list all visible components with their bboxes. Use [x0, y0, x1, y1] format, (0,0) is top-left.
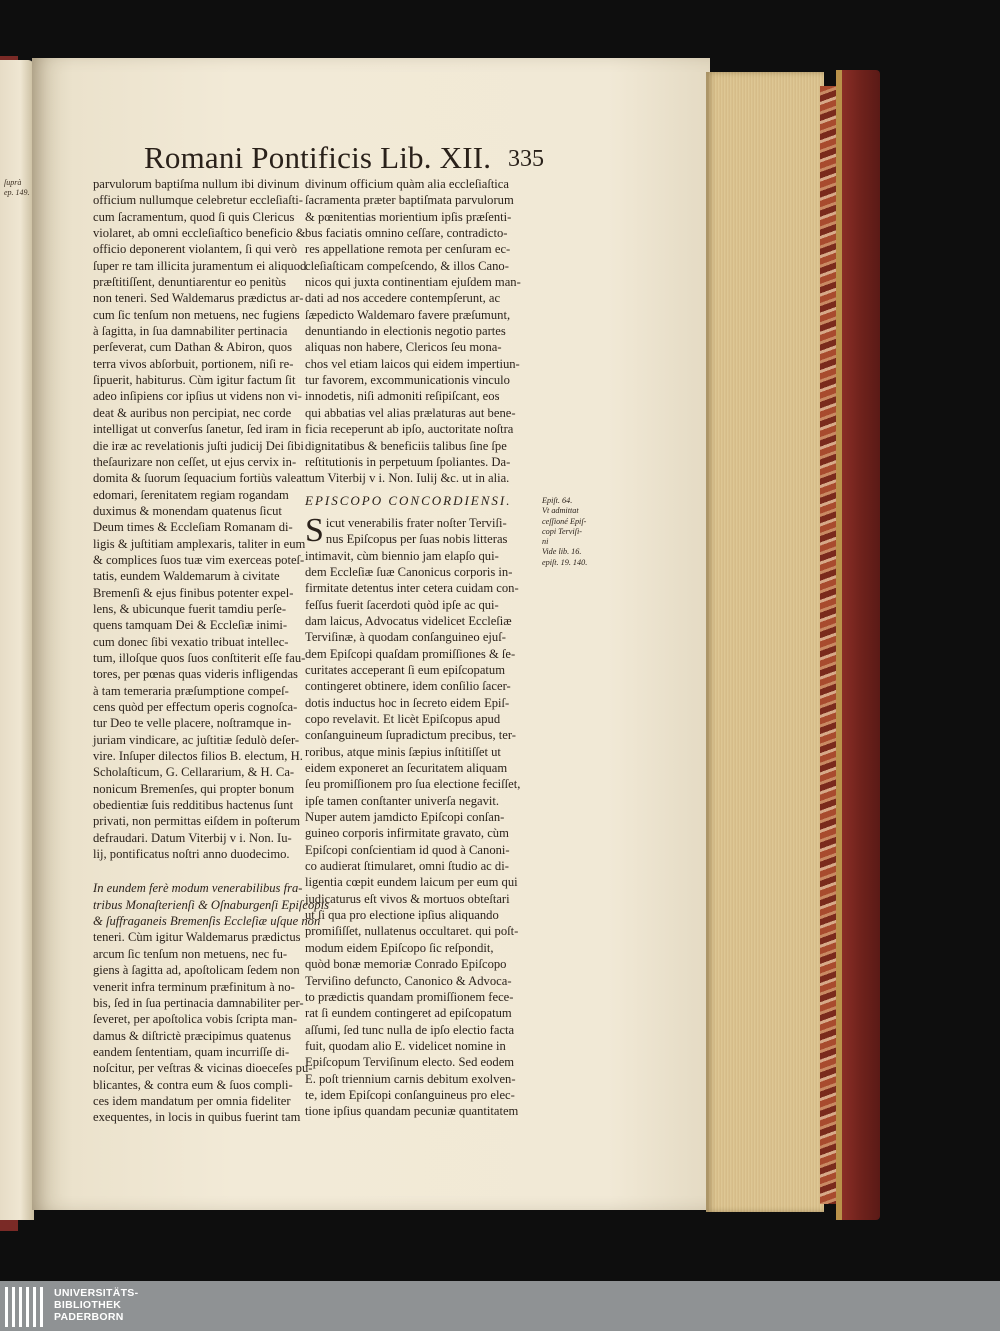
text-line: feſſus fuerit ſacerdoti quòd ipſe ac qui- — [305, 597, 499, 612]
text-line: à tam temeraria præſumptione compeſ- — [93, 683, 289, 698]
text-line: Scholaſticum, G. Cellararium, & H. Ca- — [93, 765, 295, 780]
text-line: denuntiando in electionis negotio partes — [305, 324, 506, 339]
right-column-body — [305, 176, 541, 487]
text-line: parvulorum baptiſma nullum ibi divinum — [93, 177, 300, 191]
text-line: blicantes, & contra eum & ſuos compli- — [93, 1077, 293, 1092]
text-line: aliquas non habere, Clericos ſeu mona- — [305, 340, 502, 355]
text-line: tatis, eundem Waldemarum à civitate — [93, 569, 280, 584]
drop-capital: S — [305, 511, 324, 549]
text-line: conſanguineum ſupradictum precibus, ter- — [305, 728, 516, 743]
text-line: Epiſcopum Terviſinum electo. Sed eodem — [305, 1055, 515, 1070]
text-line: ſeu promiſſionem pro ſua electione feciſſet, — [305, 777, 521, 792]
text-line: E. poſt triennium carnis debitum exolven- — [305, 1071, 516, 1086]
text-line: giens à ſagitta ad, apoſtolicam ſedem non — [93, 963, 300, 978]
text-line: intimavit, cùm biennio jam elapſo qui- — [305, 548, 499, 563]
text-line: eandem ſententiam, quam incurriſſe di- — [93, 1044, 290, 1059]
text-line: ligentia cœpit eundem laicum per eum qui — [305, 875, 518, 890]
text-line: nonicum Bremenſes, qui propter bonum — [93, 781, 295, 796]
text-line: icut venerabilis frater noſter Terviſi- — [325, 515, 507, 530]
text-line: nus Epiſcopus per ſuas nobis litteras — [325, 532, 508, 547]
page-edges — [706, 72, 824, 1212]
text-line: qui abbatias vel alias prælaturas aut bene- — [305, 405, 516, 420]
letter-body — [305, 511, 541, 1120]
text-line: duximus & monendam quatenus ſicut — [93, 503, 282, 518]
text-line: privati, non permittas eiſdem in poſterum — [93, 814, 301, 829]
text-line: Vt admittat — [542, 506, 579, 516]
text-line: die iræ ac revelationis juſti judicij Dei ſibi — [93, 438, 304, 453]
text-line: copo revelavit. Et licèt Epiſcopus apud — [305, 712, 501, 726]
text-line: innodetis, niſi admoniti reſipiſcant, eos — [305, 389, 500, 404]
text-line: ipſe tamen conſtanter univerſa negavit. — [305, 793, 500, 808]
text-line: curitates acceperant ſi eum epiſcopatum — [305, 662, 506, 677]
text-line: ſeveret, per apoſtolica vobis ſcripta man- — [93, 1012, 298, 1027]
text-line: nicos qui juxta continentiam ejuſdem man- — [305, 275, 521, 290]
text-line: Terviſino defuncto, Canonico & Advoca- — [305, 973, 512, 988]
text-line: obedientiæ ſuis redditibus hactenus ſunt — [93, 798, 294, 813]
text-line: ficia receperunt ab ipſo, auctoritate noſtra — [305, 422, 514, 437]
text-line: firmitate detentus inter cetera cuidam con- — [305, 581, 519, 596]
text-line: ſacramenta præter baptiſmata parvulorum — [305, 193, 514, 208]
page-number: 335 — [508, 146, 544, 172]
text-line: noſcitur, per veſtras & vicinas dioeceſes pu- — [93, 1061, 313, 1076]
text-line: roribus, atque minis ſæpius inſtitiſſet ut — [305, 744, 501, 759]
text-line: fuit, quodam alio E. videlicet nomine in — [305, 1038, 506, 1053]
text-line: defraudari. Datum Viterbij v i. Non. Iu- — [93, 830, 292, 845]
text-line: edomari, ſerenitatem regiam rogandam — [93, 487, 289, 502]
text-line: ceſſioné Epiſ- — [542, 516, 587, 526]
text-line: cleſiaſticam compeſcendo, & illos Cano- — [305, 258, 509, 273]
text-line: cum donec ſibi vexatio tribuat intellec- — [93, 634, 289, 649]
text-line: bus faciatis omnino ceſſare, contradicto- — [305, 226, 508, 241]
text-line: Epiſt. 64. — [542, 496, 573, 505]
text-line: ces idem mandatum per omnia fideliter — [93, 1093, 291, 1108]
text-line: modum eidem Epiſcopo ſic reſpondit, — [305, 940, 494, 955]
text-line: violaret, ab omni eccleſiaſtico beneficio & — [93, 226, 306, 241]
text-line: domita & ſuorum ſequacium fortiùs valeat — [93, 471, 306, 486]
text-line: cens quòd per effectum operis cognoſca- — [93, 700, 298, 714]
left-column-italic-paragraph — [93, 880, 330, 1125]
paragraph-gap — [93, 862, 293, 880]
text-line: ſæpedicto Waldemaro favere præſumunt, — [305, 307, 511, 322]
text-line: promiſiſſet, nullatenus occultaret. qui poſt- — [305, 924, 519, 939]
right-column — [305, 176, 541, 1120]
text-line: tione ipſius quandam pecuniæ quantitatem — [305, 1104, 519, 1119]
text-line: contingeret obtinere, idem conſilio ſacer- — [305, 679, 511, 694]
text-line: & ſuffraganeis Bremenſis Eccleſiæ uſque non — [93, 914, 321, 929]
text-line: copi Terviſi- — [542, 526, 582, 536]
previous-page-margin-note: ſuprà ep. 149. — [4, 178, 30, 197]
margin-notes — [542, 496, 587, 568]
library-logo-icon — [5, 1287, 49, 1327]
text-line: & pœnitentias morientium ipſis præſenti- — [305, 209, 512, 224]
text-line: rat ſi eundem contingeret ad epiſcopatum — [305, 1006, 512, 1021]
text-line: ſuper re tam illicita juramentum ei aliquod — [93, 258, 307, 273]
text-line: tur favorem, excommunicationis vinculo — [305, 373, 510, 388]
text-line: Terviſinæ, à quodam conſanguineo ejuſ- — [305, 630, 506, 645]
text-line: adeo inſipiens cor ipſius ut videns non vi- — [93, 389, 302, 404]
text-line: lens, & ubicunque fuerit tamdiu perſe- — [93, 601, 287, 616]
text-line: eidem exponeret an ſecuritatem aliquam — [305, 761, 508, 776]
text-line: ut ſi qua pro electione ipſius aliquando — [305, 908, 499, 923]
text-line: to prædictis quandam promiſſionem fece- — [305, 989, 514, 1004]
text-line: præſtitiſſent, denuntiarentur eo penitùs — [93, 275, 287, 290]
text-line: ligis & juſtitiam amplexaris, taliter in eum — [93, 536, 306, 551]
text-line: teneri. Cùm igitur Waldemarus prædictus — [93, 930, 301, 945]
library-footer — [0, 1281, 1000, 1331]
text-line: tores, per pœnas quas videris infligendas — [93, 667, 298, 682]
text-line: perſeverat, cum Dathan & Abiron, quos — [93, 340, 292, 355]
text-line: ſipuerit, habiturus. Cùm igitur factum ſit — [93, 373, 296, 388]
text-line: intelligat ut converſus ſanetur, ſed iram in — [93, 422, 302, 437]
text-line: non teneri. Sed Waldemarus prædictus ar- — [93, 291, 304, 306]
text-line: arcum ſic tenſum non metuens, nec fu- — [93, 946, 288, 961]
library-logo-text: UNIVERSITÄTS- BIBLIOTHEK PADERBORN — [54, 1287, 139, 1323]
text-line: juriam vindicare, ac juſtitiæ ſedulò deſer- — [93, 732, 300, 747]
text-line: co audierat ſtimularet, omni ſtudio ac di- — [305, 859, 509, 874]
text-line: guineo corporis infirmitate gravato, cùm — [305, 826, 509, 841]
text-line: officio deponerent violantem, ſi qui verò — [93, 242, 298, 257]
text-line: vire. Inſuper dilectos filios B. electum, H. — [93, 749, 303, 764]
text-line: divinum officium quàm alia eccleſiaſtica — [305, 177, 509, 191]
text-line: bis, ſed in ſua pertinacia damnabiliter per- — [93, 995, 304, 1010]
text-line: reſtitutionis in perpetuum ſpoliantes. Da- — [305, 454, 511, 469]
left-column-body — [93, 176, 307, 862]
text-line: ni — [542, 537, 549, 547]
text-line: terra vivos abſorbuit, portionem, niſi re- — [93, 356, 294, 371]
text-line: tum, illoſque quos ſuos conſtiterit eſſe fau- — [93, 650, 306, 665]
text-line: tribus Monaſterienſi & Oſnaburgenſi Epiſcopis — [93, 897, 330, 912]
text-line: theſaurizare non ceſſet, ut ejus cervix in- — [93, 454, 297, 469]
previous-page-edge — [0, 60, 34, 1220]
text-line: te, idem Epiſcopi conſanguineus pro elec- — [305, 1087, 515, 1102]
text-line: epiſt. 19. 140. — [542, 557, 588, 567]
left-column — [93, 176, 330, 1126]
text-line: lij, pontificatus noſtri anno duodecimo. — [93, 847, 290, 862]
text-line: quòd bonæ memoriæ Conrado Epiſcopo — [305, 957, 507, 972]
text-line: dam laicus, Advocatus videlicet Eccleſiæ — [305, 613, 512, 628]
text-line: aſſumi, ſed tunc nulla de ipſo electio facta — [305, 1022, 515, 1037]
text-line: exequentes, in locis in quibus fuerint tam — [93, 1110, 301, 1125]
text-line: dem Eccleſiæ ſuæ Canonicus corporis in- — [305, 564, 513, 579]
text-line: cum ſic tenſum non metuens, nec fugiens — [93, 307, 300, 322]
text-line: damus & diſtrictè præcipimus quatenus — [93, 1028, 291, 1043]
text-line: dati ad nos accedere contempſerunt, ac — [305, 291, 501, 306]
text-line: res appellatione remota per cenſuram ec- — [305, 242, 511, 257]
text-line: venerit infra terminum præfinitum à no- — [93, 979, 295, 994]
text-line: & complices ſuos tuæ vim exerceas poteſ- — [93, 552, 305, 567]
text-line: judicaturus eſt vivos & mortuos obteſtari — [305, 891, 510, 906]
text-line: Vide lib. 16. — [542, 547, 582, 557]
text-line: Deum times & Eccleſiam Romanam di- — [93, 520, 293, 535]
text-line: Epiſcopi conſcientiam id quod à Canoni- — [305, 842, 510, 857]
text-line: Nuper autem jamdicto Epiſcopi conſan- — [305, 810, 505, 825]
text-line: dem Epiſcopi quaſdam promiſſiones & ſe- — [305, 646, 516, 661]
letter-heading: EPISCOPO CONCORDIENSI. — [305, 492, 512, 508]
text-line: à ſagitta, in ſua damnabiliter pertinacia — [93, 324, 288, 339]
text-line: dotis inductus hoc in ſecreto eidem Epiſ- — [305, 695, 510, 710]
text-line: tur Deo te velle placere, noſtramque in- — [93, 716, 292, 731]
text-line: deat & auribus non percipiat, nec corde — [93, 405, 292, 420]
book-cover — [836, 70, 880, 1220]
text-line: Bremenſi & ejus finibus potenter expel- — [93, 585, 294, 600]
text-line: chos vel etiam laicos qui eidem impertiun- — [305, 356, 520, 371]
text-line: dignitatibus & beneficiis talibus ſine ſpe — [305, 438, 507, 453]
text-line: officium nullumque celebretur eccleſiaſti- — [93, 193, 303, 208]
text-line: cum ſacramentum, quod ſi quis Clericus — [93, 209, 295, 224]
text-line: In eundem ferè modum venerabilibus fra- — [93, 881, 303, 896]
text-line: quens tamquam Dei & Eccleſiæ inimi- — [93, 618, 288, 633]
running-title: Romani Pontificis Lib. XII. — [144, 140, 492, 175]
text-line: tum Viterbij v i. Non. Iulij &c. ut in alia. — [305, 471, 510, 486]
